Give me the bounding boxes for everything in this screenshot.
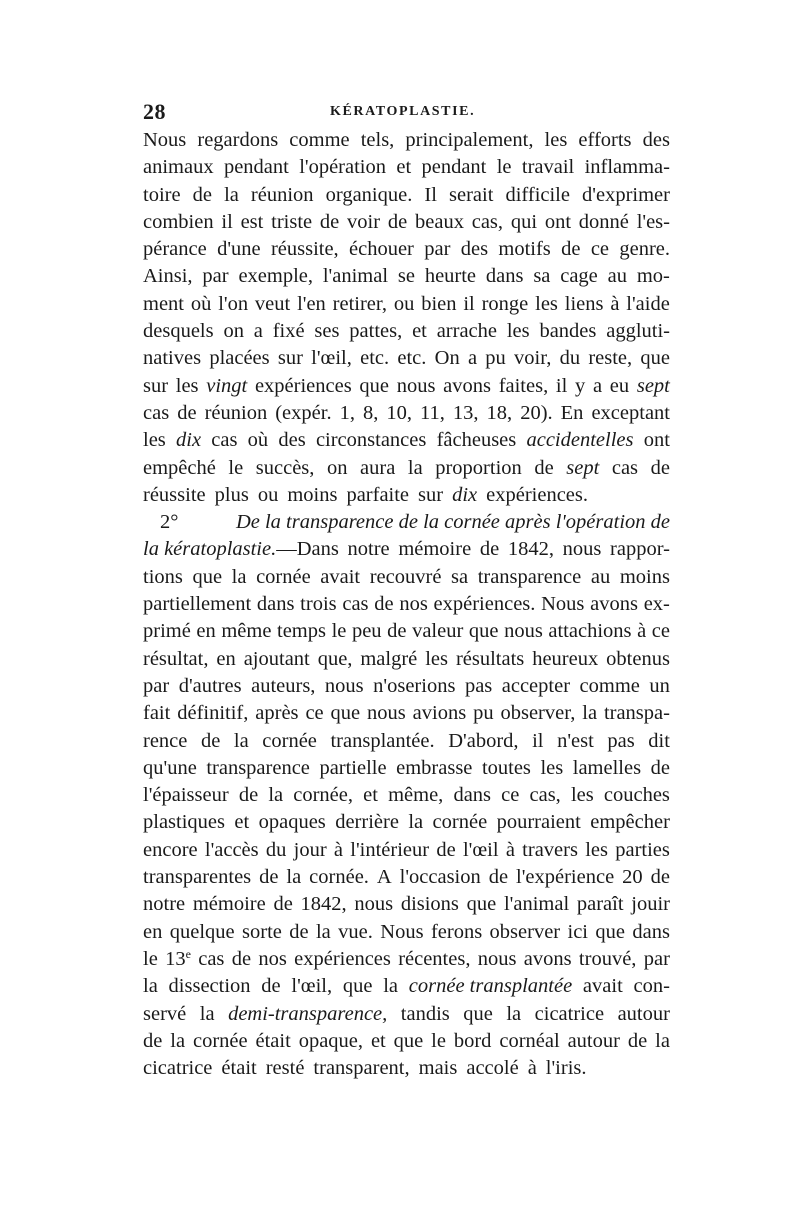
text-line: l'épaisseur de la cornée, et même, dans ce cas, les couches <box>143 784 670 807</box>
text-line: desquels on a fixé ses pattes, et arrache les bandes aggluti- <box>143 320 670 343</box>
paragraph <box>143 127 670 509</box>
body-text <box>143 127 670 1082</box>
text-line: résultat, en ajoutant que, malgré les résultats heureux obtenus <box>143 647 670 670</box>
text-line: le 13e cas de nos expériences récentes, nous avons trouvé, par <box>143 946 670 970</box>
paragraph <box>143 509 670 1082</box>
text-line: cicatrice était resté transparent, mais accolé à l'iris. <box>143 1057 587 1080</box>
text-line: partiellement dans trois cas de nos expériences. Nous avons ex- <box>143 593 670 616</box>
text-line: animaux pendant l'opération et pendant le travail inflamma- <box>143 156 670 179</box>
text-line: encore l'accès du jour à l'intérieur de l'œil à travers les parties <box>143 838 670 861</box>
text-line: tions que la cornée avait recouvré sa transparence au moins <box>143 565 670 588</box>
text-line: par d'autres auteurs, nous n'oserions pas accepter comme un <box>143 674 670 697</box>
text-line: pérance d'une réussite, échouer par des motifs de ce genre. <box>143 238 670 261</box>
text-line: rence de la cornée transplantée. D'abord, il n'est pas dit <box>143 729 670 752</box>
text-line: natives placées sur l'œil, etc. etc. On a pu voir, du reste, que <box>143 347 670 370</box>
text-line: combien il est triste de voir de beaux cas, qui ont donné l'es- <box>143 210 670 233</box>
text-line: la dissection de l'œil, que la cornée transplantée avait con- <box>143 975 670 998</box>
text-line: transparentes de la cornée. A l'occasion de l'expérience 20 de <box>143 866 670 889</box>
text-line: toire de la réunion organique. Il serait difficile d'exprimer <box>143 183 670 206</box>
text-line: empêché le succès, on aura la proportion de sept cas de <box>143 456 670 479</box>
text-line: qu'une transparence partielle embrasse toutes les lamelles de <box>143 756 670 779</box>
text-line: notre mémoire de 1842, nous disions que l'animal paraît jouir <box>143 893 670 916</box>
page-number: 28 <box>143 99 166 124</box>
text-line: la kératoplastie.—Dans notre mémoire de 1842, nous rappor- <box>143 538 670 561</box>
text-line: servé la demi-transparence, tandis que la cicatrice autour <box>143 1002 670 1025</box>
text-line: Ainsi, par exemple, l'animal se heurte dans sa cage au mo- <box>143 265 670 288</box>
text-line: de la cornée était opaque, et que le bord cornéal autour de la <box>143 1029 670 1052</box>
text-line: en quelque sorte de la vue. Nous ferons observer ici que dans <box>143 920 670 943</box>
text-line: cas de réunion (expér. 1, 8, 10, 11, 13, 18, 20). En exceptant <box>143 401 670 424</box>
text-line: plastiques et opaques derrière la cornée pourraient empêcher <box>143 811 670 834</box>
text-line: ment où l'on veut l'en retirer, ou bien il ronge les liens à l'aide <box>143 292 670 315</box>
text-line: primé en même temps le peu de valeur que nous attachions à ce <box>143 620 670 643</box>
text-line: Nous regardons comme tels, principalement, les efforts des <box>143 129 670 151</box>
text-line: les dix cas où des circonstances fâcheuses accidentelles ont <box>143 429 670 452</box>
text-line: 2° De la transparence de la cornée après l'opération de <box>160 511 670 534</box>
running-title: KÉRATOPLASTIE. <box>330 104 476 119</box>
text-line: sur les vingt expériences que nous avons faites, il y a eu sept <box>143 374 670 397</box>
text-line: fait définitif, après ce que nous avions pu observer, la transpa- <box>143 702 670 725</box>
text-line: réussite plus ou moins parfaite sur dix expériences. <box>143 483 589 506</box>
